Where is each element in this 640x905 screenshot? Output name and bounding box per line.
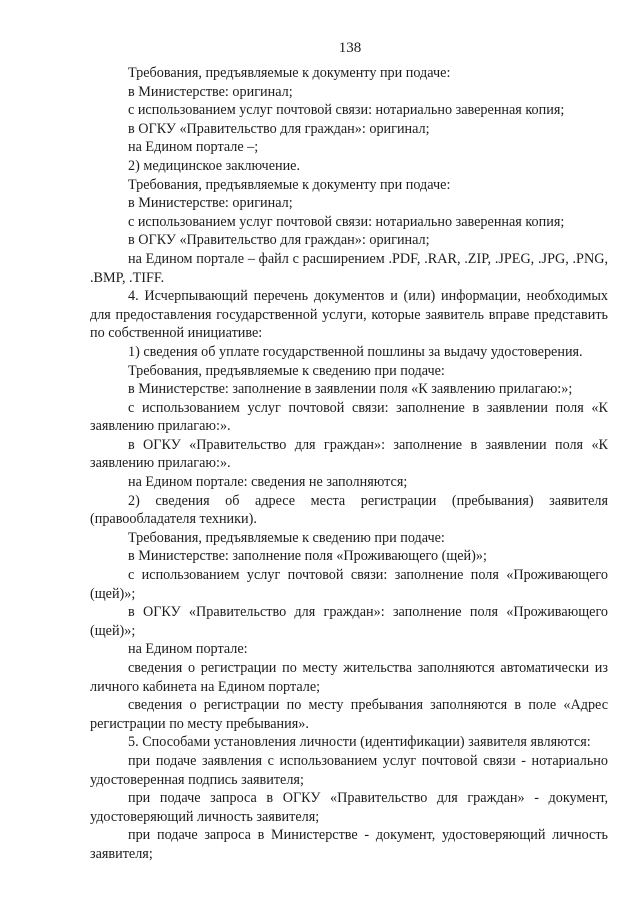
- paragraph: с использованием услуг почтовой связи: нотариально заверенная копия;: [128, 102, 565, 119]
- document-body: [90, 64, 608, 864]
- paragraph: Требования, предъявляемые к сведению при подаче:: [128, 362, 445, 379]
- paragraph: в ОГКУ «Правительство для граждан»: оригинал;: [128, 232, 430, 249]
- paragraph: с использованием услуг почтовой связи: заполнение в заявлении поля «К заявлению прилагаю:».: [90, 399, 608, 435]
- paragraph: 5. Способами установления личности (идентификации) заявителя являются:: [128, 734, 591, 751]
- paragraph: с использованием услуг почтовой связи: заполнение поля «Проживающего (щей)»;: [90, 567, 608, 602]
- paragraph: при подаче запроса в Министерстве - документ, удостоверяющий личность заявителя;: [90, 827, 608, 862]
- paragraph: в Министерстве: оригинал;: [128, 83, 293, 100]
- paragraph: в Министерстве: оригинал;: [128, 195, 293, 212]
- paragraph: на Едином портале: сведения не заполняются;: [128, 474, 408, 491]
- paragraph: Требования, предъявляемые к документу при подаче:: [128, 65, 451, 81]
- paragraph: в Министерстве: заполнение в заявлении поля «К заявлению прилагаю:»;: [128, 381, 573, 398]
- paragraph: в ОГКУ «Правительство для граждан»: заполнение в заявлении поля «К заявлению прилагаю:».: [90, 436, 608, 472]
- paragraph: при подаче запроса в ОГКУ «Правительство для граждан» - документ, удостоверяющий личность заявителя;: [90, 790, 608, 825]
- paragraph: Требования, предъявляемые к документу при подаче:: [128, 176, 451, 193]
- paragraph: 2) медицинское заключение.: [128, 157, 301, 174]
- page-number: 138: [338, 40, 362, 56]
- paragraph: в ОГКУ «Правительство для граждан»: оригинал;: [128, 120, 430, 137]
- paragraph: сведения о регистрации по месту пребывания заполняются в поле «Адрес регистрации по месту пребывания».: [90, 697, 608, 732]
- paragraph: на Едином портале – файл с расширением .PDF, .RAR, .ZIP, .JPEG, .JPG, .PNG, .BMP, .TIFF.: [90, 250, 608, 286]
- paragraph: сведения о регистрации по месту жительства заполняются автоматически из личного кабинета на Едином портале;: [90, 660, 608, 695]
- paragraph: Требования, предъявляемые к сведению при подаче:: [128, 529, 445, 546]
- paragraph: 4. Исчерпывающий перечень документов и (или) информации, необходимых для предоставления государственной услуги, которые заявитель вправе представить по собственной инициативе:: [90, 288, 608, 342]
- paragraph: 1) сведения об уплате государственной пошлины за выдачу удостоверения.: [128, 343, 583, 360]
- paragraph: 2) сведения об адресе места регистрации (пребывания) заявителя (правообладателя техники).: [90, 492, 608, 528]
- paragraph: при подаче заявления с использованием услуг почтовой связи - нотариально удостоверенная подпись заявителя;: [90, 752, 608, 788]
- paragraph: в Министерстве: заполнение поля «Проживающего (щей)»;: [128, 548, 487, 565]
- paragraph: с использованием услуг почтовой связи: нотариально заверенная копия;: [128, 213, 565, 230]
- paragraph: в ОГКУ «Правительство для граждан»: заполнение поля «Проживающего (щей)»;: [90, 604, 608, 639]
- paragraph: на Едином портале –;: [128, 139, 259, 156]
- paragraph: на Едином портале:: [128, 641, 248, 658]
